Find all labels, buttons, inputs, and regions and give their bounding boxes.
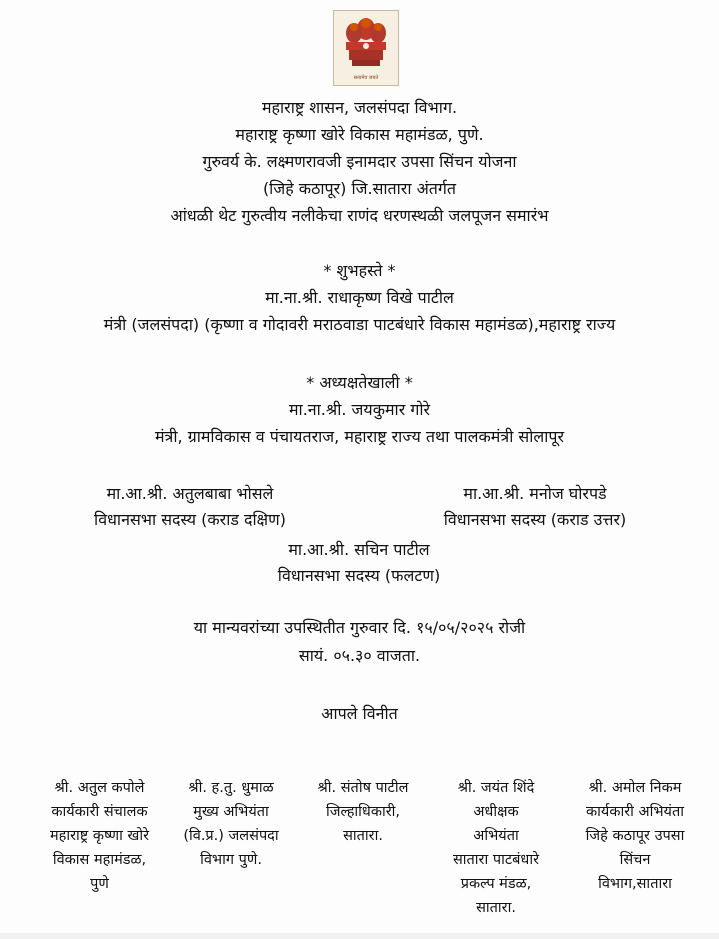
schedule-time-line: सायं. ०५.३० वाजता. — [298, 646, 421, 665]
signatory-line: विभाग पुणे. — [200, 852, 262, 868]
guest-center — [229, 537, 489, 589]
signatory-line: श्री. जयंत शिंदे — [457, 780, 535, 796]
guest-right-name: मा.आ.श्री. मनोज घोरपडे — [463, 484, 607, 503]
emblem-motto: सत्यमेव जयते — [353, 75, 379, 81]
guest-right — [405, 481, 665, 533]
president-designation: मंत्री, ग्रामविकास व पंचायतराज, महाराष्ट्र राज्य तथा पालकमंत्री सोलापूर — [154, 427, 565, 446]
guest-center-name: मा.आ.श्री. सचिन पाटील — [288, 540, 430, 559]
signatory-line: जिल्हाधिकारी, — [325, 804, 401, 820]
signatory-line: कार्यकारी संचालक — [51, 804, 148, 820]
president-heading: * अध्यक्षतेखाली * — [306, 373, 413, 392]
closing-text: आपले विनीत — [321, 704, 398, 723]
signatory-3 — [299, 776, 427, 848]
header-line-1: महाराष्ट्र शासन, जलसंपदा विभाग. — [261, 98, 458, 117]
schedule-date-line: या मान्यवरांच्या उपस्थितीत गुरुवार दि. १५/०५/२०२५ रोजी — [193, 618, 526, 637]
signatory-line: विकास महामंडळ, — [52, 852, 147, 868]
header-line-3: गुरुवर्य के. लक्ष्मणरावजी इनामदार उपसा सिंचन योजना — [202, 152, 517, 171]
signatory-line: महाराष्ट्र कृष्णा खोरे — [49, 828, 150, 844]
signatory-line: श्री. संतोष पाटील — [317, 780, 409, 796]
guest-left-name: मा.आ.श्री. अतुलबाबा भोसले — [106, 484, 274, 503]
guest-right-designation: विधानसभा सदस्य (कराड उत्तर) — [443, 510, 627, 529]
signatory-line: श्री. ह.तु. धुमाळ — [188, 780, 274, 796]
signatory-line: सातारा पाटबंधारे — [452, 852, 540, 868]
signatory-line: अधीक्षक — [473, 804, 519, 820]
president-name: मा.ना.श्री. जयकुमार गोरे — [288, 400, 431, 419]
signatory-line: मुख्य अभियंता — [193, 804, 269, 820]
signatory-line: अभियंता — [473, 828, 519, 844]
signatory-line: सिंचन — [619, 852, 651, 868]
signatory-line: श्री. अतुल कपोले — [54, 780, 145, 796]
guest-left — [60, 481, 320, 533]
signatory-line: कार्यकारी अभियंता — [586, 804, 684, 820]
signatory-line: सातारा. — [476, 900, 516, 916]
chief-guest-designation: मंत्री (जलसंपदा) (कृष्णा व गोदावरी मराठवाडा पाटबंधारे विकास महामंडळ),महाराष्ट्र राज्य — [103, 315, 616, 334]
chief-guest-heading: * शुभहस्ते * — [323, 261, 396, 280]
signatory-line: सातारा. — [343, 828, 383, 844]
state-emblem-logo — [333, 10, 399, 86]
lion-capital-icon — [334, 11, 398, 85]
signatory-line: जिहे कठापूर उपसा — [585, 828, 685, 844]
bottom-edge — [0, 933, 719, 939]
signatory-line: श्री. अमोल निकम — [588, 780, 682, 796]
event-title: आंधळी थेट गुरुत्वीय नलीकेचा राणंद धरणस्थळी जलपूजन समारंभ — [170, 206, 549, 225]
guest-center-designation: विधानसभा सदस्य (फलटण) — [277, 566, 441, 585]
guest-left-designation: विधानसभा सदस्य (कराड दक्षिण) — [94, 510, 286, 529]
header-line-2: महाराष्ट्र कृष्णा खोरे विकास महामंडळ, पुणे. — [235, 125, 484, 144]
signatory-2 — [167, 776, 295, 872]
signatory-4 — [432, 776, 560, 920]
signatory-line: पुणे — [90, 876, 109, 892]
chief-guest-name: मा.ना.श्री. राधाकृष्ण विखे पाटील — [265, 288, 454, 307]
signatory-5 — [560, 776, 710, 896]
signatory-1 — [32, 776, 167, 896]
header-line-4: (जिहे कठापूर) जि.सातारा अंतर्गत — [262, 179, 457, 198]
signatory-line: (वि.प्र.) जलसंपदा — [183, 828, 279, 844]
signatory-line: प्रकल्प मंडळ, — [460, 876, 532, 892]
signatory-line: विभाग,सातारा — [598, 876, 672, 892]
